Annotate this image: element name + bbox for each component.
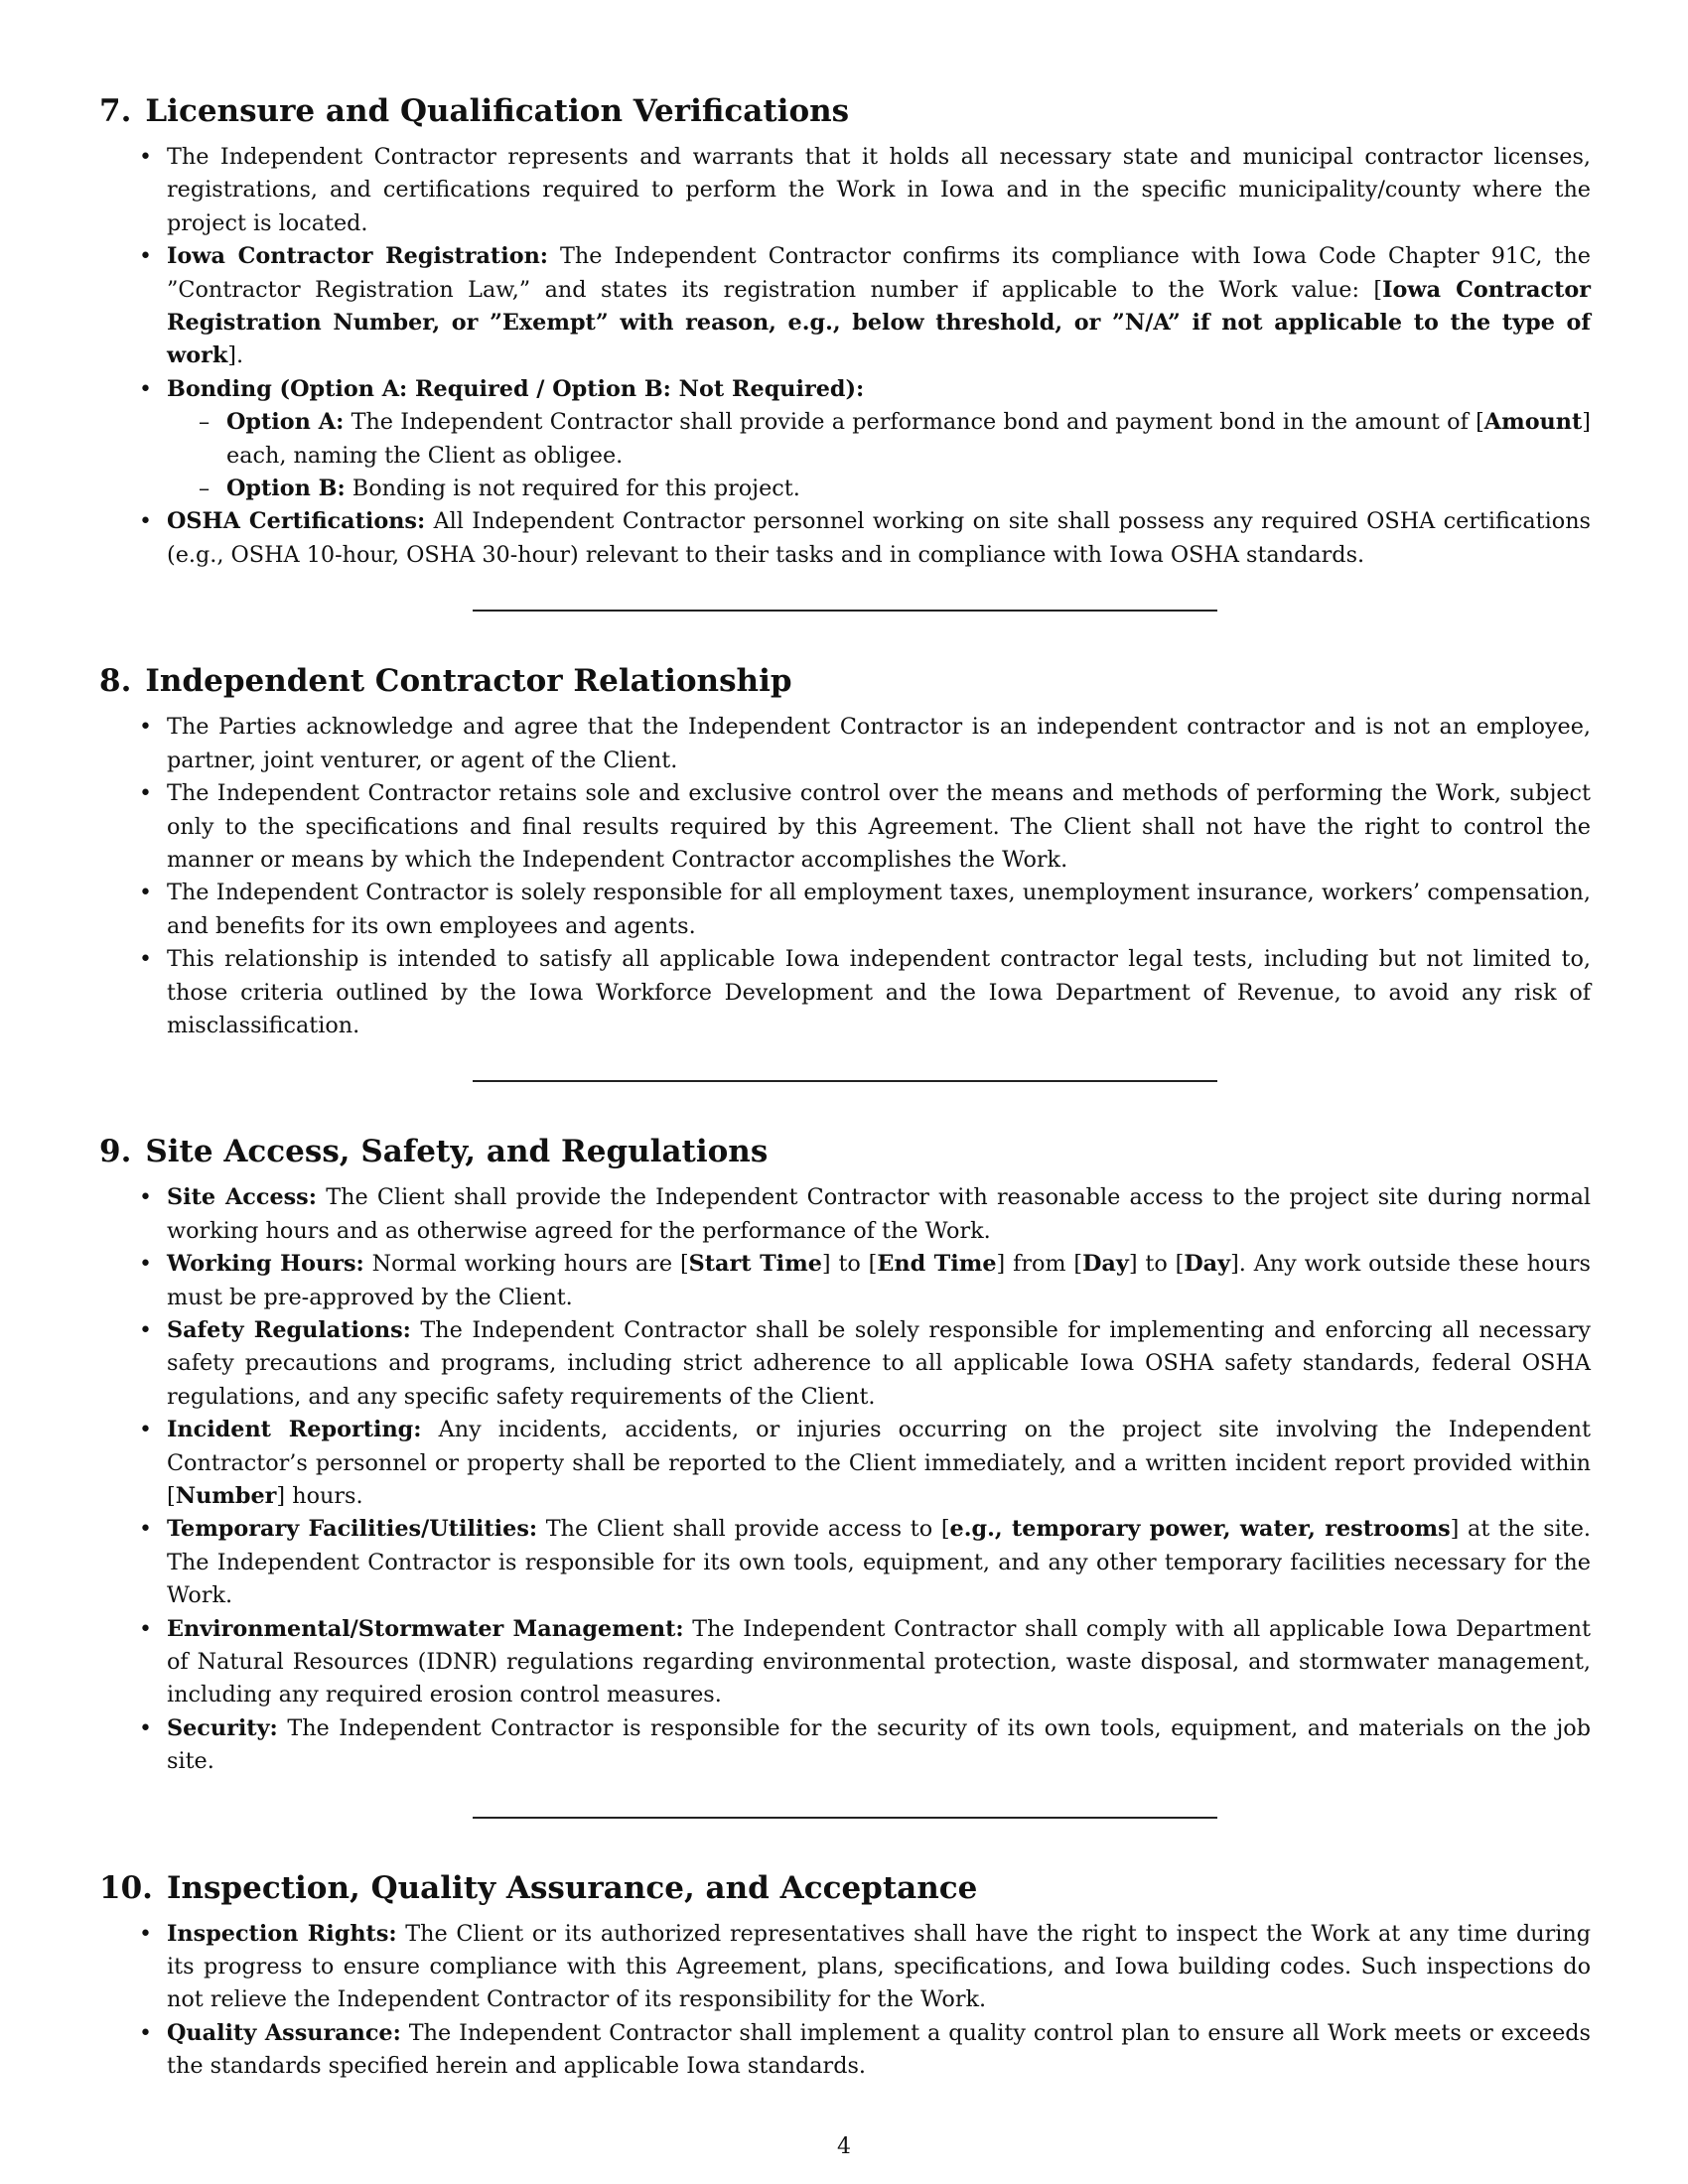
sub-list — [167, 406, 1591, 505]
list-item: • Bonding (Option A: Required / Option B: Not Required): – Option A: The Independent Contractor shall provide a performance bond and payment bond in the amount of [Amount] each, naming the Client as obligee. – Option B: Bonding is not required for this project. — [99, 373, 1591, 506]
placeholder-field: Start Time — [688, 1251, 822, 1278]
list-item: • Iowa Contractor Registration: The Independent Contractor confirms its compliance with Iowa Code Chapter 91C, the ”Contractor Registration Law,” and states its registration number if applicable to the Work value: [Iowa Contractor Registration Number, or ”Exempt” with reason, e.g., below threshold, or ”N/A” if not applicable to the type of work]. — [99, 240, 1591, 373]
section-heading: 7. Licensure and Qualification Verifications — [99, 93, 850, 129]
list-item: • Safety Regulations: The Independent Contractor shall be solely responsible for implementing and enforcing all necessary safety precautions and programs, including strict adherence to all applicable Iowa OSHA safety standards, federal OSHA regulations, and any specific safety requirements of the Client. — [99, 1314, 1591, 1414]
section-heading: 9. Site Access, Safety, and Regulations — [99, 1134, 769, 1170]
placeholder-field: Iowa Contractor Registration Number, or ”Exempt” with reason, e.g., below threshold, or ”N/A” if not applicable to the type of work — [167, 276, 1591, 369]
list-item: • The Independent Contractor represents and warrants that it holds all necessary state and municipal contractor licenses, registrations, and certifications required to perform the Work in Iowa and in the specific municipality/county where the project is located. — [99, 141, 1591, 240]
section-heading: 8. Independent Contractor Relationship — [99, 663, 792, 700]
placeholder-field: Day — [1184, 1251, 1231, 1278]
bullet-list — [99, 141, 1591, 572]
list-item: • Environmental/Stormwater Management: The Independent Contractor shall comply with all applicable Iowa Department of Natural Resources (IDNR) regulations regarding environmental protection, waste disposal, and stormwater management, including any required erosion control measures. — [99, 1613, 1591, 1712]
list-item: • The Independent Contractor retains sole and exclusive control over the means and methods of performing the Work, subject only to the specifications and final results required by this Agreement. The Client shall not have the right to control the manner or means by which the Independent Contractor accomplishes the Work. — [99, 777, 1591, 877]
section-9 — [99, 1132, 1591, 1778]
list-item: • The Independent Contractor is solely responsible for all employment taxes, unemployment insurance, workers’ compensation, and benefits for its own employees and agents. — [99, 877, 1591, 943]
placeholder-field: e.g., temporary power, water, restrooms — [949, 1516, 1451, 1543]
section-heading: 10. Inspection, Quality Assurance, and Acceptance — [99, 1869, 978, 1906]
section-7 — [99, 91, 1591, 572]
bullet-list — [99, 711, 1591, 1042]
list-item: • Security: The Independent Contractor is responsible for the security of its own tools, equipment, and materials on the job site. — [99, 1712, 1591, 1779]
list-item: • This relationship is intended to satisfy all applicable Iowa independent contractor legal tests, including but not limited to, those criteria outlined by the Iowa Workforce Development and the Iowa Department of Revenue, to avoid any risk of misclassification. — [99, 943, 1591, 1042]
bullet-list — [99, 1181, 1591, 1778]
list-item: • OSHA Certifications: All Independent Contractor personnel working on site shall possess any required OSHA certifications (e.g., OSHA 10-hour, OSHA 30-hour) relevant to their tasks and in compliance with Iowa OSHA standards. — [99, 505, 1591, 572]
list-item: • Working Hours: Normal working hours are [Start Time] to [End Time] from [Day] to [Day]. Any work outside these hours must be pre-approved by the Client. — [99, 1248, 1591, 1314]
bullet-list — [99, 1918, 1591, 2084]
list-item: • Temporary Facilities/Utilities: The Client shall provide access to [e.g., temporary power, water, restrooms] at the site. The Independent Contractor is responsible for its own tools, equipment, and any other temporary facilities necessary for the Work. — [99, 1513, 1591, 1612]
list-item: • Incident Reporting: Any incidents, accidents, or injuries occurring on the project site involving the Independent Contractor’s personnel or property shall be reported to the Client immediately, and a written incident report provided within [Number] hours. — [99, 1414, 1591, 1513]
list-item: • Quality Assurance: The Independent Contractor shall implement a quality control plan to ensure all Work meets or exceeds the standards specified herein and applicable Iowa standards. — [99, 2017, 1591, 2084]
page-number: 4 — [837, 2134, 851, 2159]
list-item: • Inspection Rights: The Client or its authorized representatives shall have the right to inspect the Work at any time during its progress to ensure compliance with this Agreement, plans, specifications, and Iowa building codes. Such inspections do not relieve the Independent Contractor of its responsibility for the Work. — [99, 1918, 1591, 2017]
placeholder-field: Day — [1082, 1251, 1129, 1278]
list-item: • Site Access: The Client shall provide the Independent Contractor with reasonable access to the project site during normal working hours and as otherwise agreed for the performance of the Work. — [99, 1181, 1591, 1248]
section-8 — [99, 661, 1591, 1042]
list-item: • The Parties acknowledge and agree that the Independent Contractor is an independent contractor and is not an employee, partner, joint venturer, or agent of the Client. — [99, 711, 1591, 777]
sub-list-item: – Option B: Bonding is not required for this project. — [167, 473, 1591, 505]
sub-list-item: – Option A: The Independent Contractor shall provide a performance bond and payment bond in the amount of [Amount] each, naming the Client as obligee. — [167, 406, 1591, 473]
document-page — [99, 91, 1591, 2084]
placeholder-field: End Time — [877, 1251, 997, 1278]
section-10 — [99, 1868, 1591, 2084]
placeholder-field: Number — [175, 1483, 277, 1509]
placeholder-field: Amount — [1483, 409, 1583, 436]
